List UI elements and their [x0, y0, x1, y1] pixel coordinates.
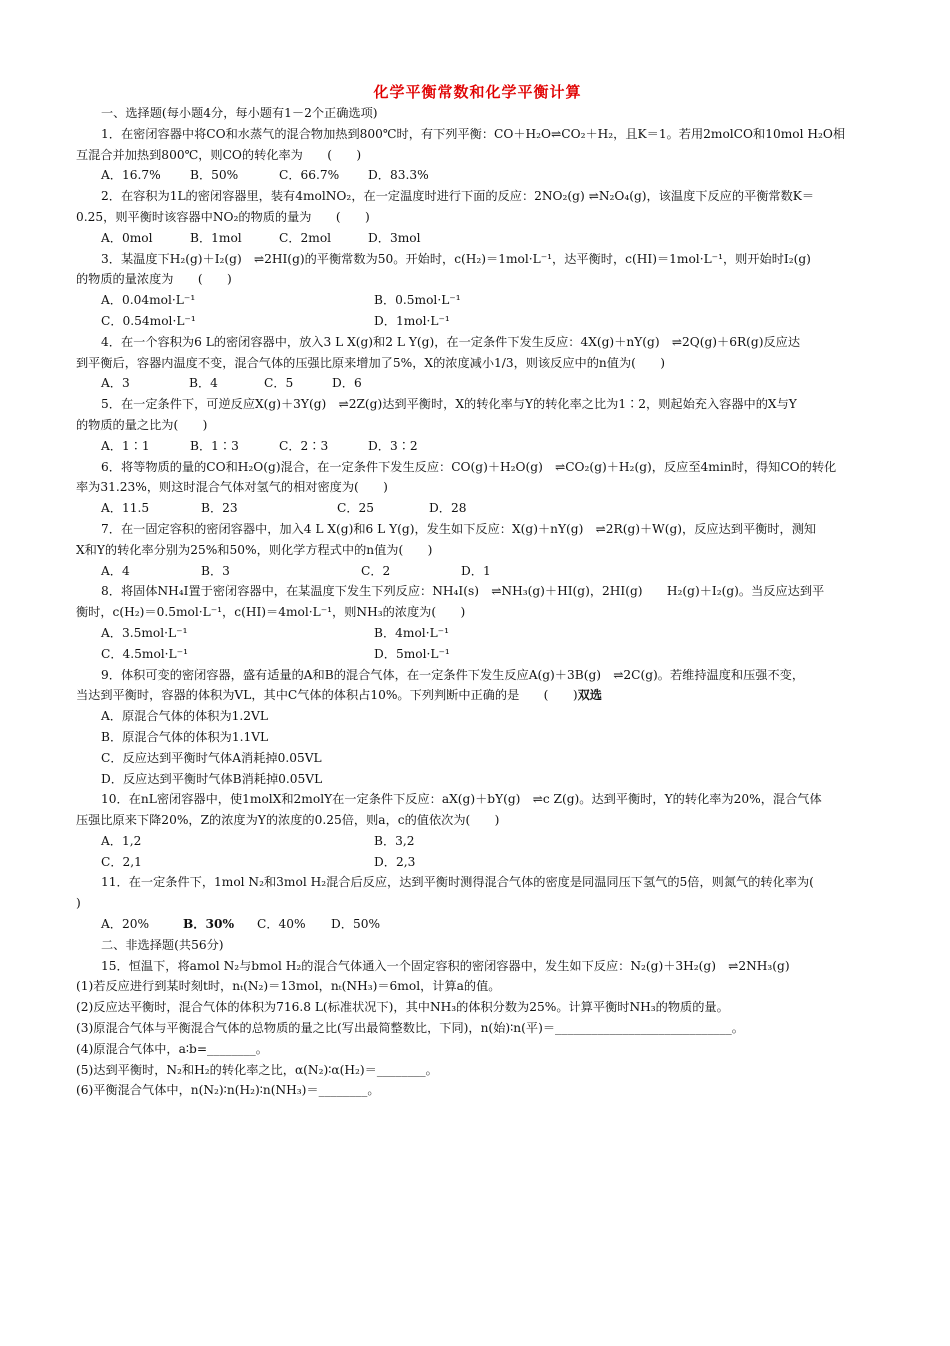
option-b: B．3: [201, 563, 230, 578]
question-6-line-2: 率为31.23%，则这时混合气体对氢气的相对密度为( ): [76, 480, 388, 495]
question-10-line-1: 10．在nL密闭容器中，使1molX和2molY在一定条件下反应：aX(g)＋bY(g) ⇌c Z(g)。达到平衡时，Y的转化率为20%，混合气体: [101, 792, 822, 807]
section-heading-1: 一、选择题(每小题4分，每小题有1－2个正确选项): [101, 106, 378, 120]
document-page: [76, 82, 879, 1101]
question-6-line-1: 6．将等物质的量的CO和H₂O(g)混合，在一定条件下发生反应：CO(g)＋H₂O(g) ⇌CO₂(g)＋H₂(g)，反应至4min时，得知CO的转化: [101, 459, 837, 474]
question-15-sub-1: (1)若反应进行到某时刻t时，nₜ(N₂)＝13mol，nₜ(NH₃)＝6mol，计算a的值。: [76, 979, 501, 994]
option-b: B．4mol·L⁻¹: [374, 625, 449, 640]
question-3-options-ab: [76, 290, 879, 311]
question-9-option-b: B．原混合气体的体积为1.1VL: [101, 729, 269, 744]
double-choice-tag: 双选: [577, 688, 602, 703]
question-3-line-1: 3．某温度下H₂(g)＋I₂(g) ⇌2HI(g)的平衡常数为50。开始时，c(H₂)＝1mol·L⁻¹，达平衡时，c(HI)＝1mol·L⁻¹，则开始时I₂(g): [101, 251, 811, 266]
question-15-sub-4: (4)原混合气体中，a∶b=________。: [76, 1041, 268, 1056]
question-5-options: [76, 436, 879, 457]
option-d: D．1: [461, 563, 491, 578]
question-7-line-1: 7．在一固定容积的密闭容器中，加入4 L X(g)和6 L Y(g)，发生如下反应：X(g)＋nY(g) ⇌2R(g)＋W(g)，反应达到平衡时，测知: [101, 521, 817, 536]
option-a: A．3.5mol·L⁻¹: [101, 625, 188, 640]
question-8-options-cd: [76, 644, 879, 665]
question-11-line-1: 11．在一定条件下，1mol N₂和3mol H₂混合后反应，达到平衡时测得混合气体的密度是同温同压下氢气的5倍，则氮气的转化率为(: [101, 875, 814, 890]
option-c: C．2,1: [101, 854, 142, 869]
option-c: C．0.54mol·L⁻¹: [101, 313, 196, 328]
question-2-line-2: 0.25，则平衡时该容器中NO₂的物质的量为 ( ): [76, 209, 370, 224]
question-7-options: [76, 561, 879, 582]
option-a: A．4: [101, 563, 130, 578]
question-8-line-2: 衡时，c(H₂)＝0.5mol·L⁻¹，c(HI)＝4mol·L⁻¹，则NH₃的浓度为( ): [76, 605, 466, 620]
question-9-option-d: D．反应达到平衡时气体B消耗掉0.05VL: [101, 771, 323, 786]
option-d: D．50%: [331, 917, 381, 932]
option-b: B．3,2: [374, 833, 415, 848]
question-4-options: [76, 373, 879, 394]
question-9-line-1: 9．体积可变的密闭容器，盛有适量的A和B的混合气体，在一定条件下发生反应A(g)＋3B(g) ⇌2C(g)。若维持温度和压强不变，: [101, 667, 805, 682]
option-d: D．3∶2: [368, 438, 418, 453]
question-3-options-cd: [76, 311, 879, 332]
option-a: A．0.04mol·L⁻¹: [101, 293, 196, 308]
question-15-sub-2: (2)反应达平衡时，混合气体的体积为716.8 L(标准状况下)，其中NH₃的体积分数为25%。计算平衡时NH₃的物质的量。: [76, 1000, 729, 1015]
option-d: D．3mol: [368, 230, 421, 245]
question-7-line-2: X和Y的转化率分别为25%和50%，则化学方程式中的n值为( ): [76, 542, 433, 557]
question-15-sub-6: (6)平衡混合气体中，n(N₂)∶n(H₂)∶n(NH₃)＝________。: [76, 1083, 380, 1098]
question-6-options: [76, 498, 879, 519]
option-a: A．1,2: [101, 833, 142, 848]
option-b: B．23: [201, 501, 238, 516]
question-5-line-2: 的物质的量之比为( ): [76, 417, 208, 432]
question-15-sub-3: (3)原混合气体与平衡混合气体的总物质的量之比(写出最简整数比，下同)，n(始)∶n(平)＝_____________________________。: [76, 1021, 744, 1036]
question-2-options: [76, 228, 879, 249]
option-c: C．2∶3: [279, 438, 329, 453]
question-10-options-cd: [76, 852, 879, 873]
option-a: A．3: [101, 376, 130, 391]
question-4-line-2: 到平衡后，容器内温度不变，混合气体的压强比原来增加了5%，X的浓度减小1/3，则该反应中的n值为( ): [76, 355, 666, 370]
question-11-options: [76, 914, 879, 935]
option-c: C．4.5mol·L⁻¹: [101, 646, 188, 661]
question-15-sub-5: (5)达到平衡时，N₂和H₂的转化率之比，α(N₂)∶α(H₂)＝________。: [76, 1062, 438, 1077]
question-15-line-1: 15．恒温下，将amol N₂与bmol H₂的混合气体通入一个固定容积的密闭容器中，发生如下反应：N₂(g)＋3H₂(g) ⇌2NH₃(g): [101, 958, 790, 973]
option-c: C．25: [337, 501, 375, 516]
option-b: B．1mol: [190, 230, 242, 245]
option-d: D．83.3%: [368, 168, 429, 183]
question-11-line-2: ): [76, 896, 81, 911]
option-b: B．50%: [190, 168, 239, 183]
question-5-line-1: 5．在一定条件下，可逆反应X(g)＋3Y(g) ⇌2Z(g)达到平衡时，X的转化率与Y的转化率之比为1∶2，则起始充入容器中的X与Y: [101, 397, 797, 412]
option-b: B．4: [189, 376, 218, 391]
question-4-line-1: 4．在一个容积为6 L的密闭容器中，放入3 L X(g)和2 L Y(g)，在一定条件下发生反应：4X(g)＋nY(g) ⇌2Q(g)＋6R(g)反应达: [101, 334, 801, 349]
option-c: C．66.7%: [279, 168, 340, 183]
question-1-line-1: 1．在密闭容器中将CO和水蒸气的混合物加热到800℃时，有下列平衡：CO＋H₂O⇌CO₂＋H₂，且K＝1。若用2molCO和10mol H₂O相: [101, 126, 846, 141]
option-d: D．28: [429, 501, 467, 516]
question-3-line-2: 的物质的量浓度为 ( ): [76, 272, 232, 287]
question-8-options-ab: [76, 623, 879, 644]
option-d: D．5mol·L⁻¹: [374, 646, 450, 661]
option-a: A．1∶1: [101, 438, 150, 453]
option-b: B．1∶3: [190, 438, 239, 453]
option-d: D．6: [332, 376, 362, 391]
question-9-option-a: A．原混合气体的体积为1.2VL: [101, 709, 268, 724]
option-b: B．30%: [183, 917, 235, 932]
option-c: C．2mol: [279, 230, 332, 245]
question-2-line-1: 2．在容积为1L的密闭容器里，装有4molNO₂，在一定温度时进行下面的反应：2NO₂(g) ⇌N₂O₄(g)，该温度下反应的平衡常数K＝: [101, 189, 815, 204]
option-b: B．0.5mol·L⁻¹: [374, 293, 461, 308]
option-c: C．5: [264, 376, 294, 391]
option-c: C．2: [361, 563, 391, 578]
option-d: D．2,3: [374, 854, 416, 869]
question-9-option-c: C．反应达到平衡时气体A消耗掉0.05VL: [101, 750, 322, 765]
section-heading-2: 二、非选择题(共56分): [101, 937, 224, 952]
question-10-options-ab: [76, 831, 879, 852]
question-1-line-2: 互混合并加热到800℃，则CO的转化率为 ( ): [76, 147, 362, 162]
option-a: A．16.7%: [101, 168, 161, 183]
question-1-options: [76, 165, 879, 186]
document-title: 化学平衡常数和化学平衡计算: [373, 83, 582, 101]
option-a: A．0mol: [101, 230, 153, 245]
option-a: A．11.5: [101, 501, 150, 516]
question-8-line-1: 8．将固体NH₄I置于密闭容器中，在某温度下发生下列反应：NH₄I(s) ⇌NH₃(g)＋HI(g)，2HI(g) H₂(g)＋I₂(g)。当反应达到平: [101, 584, 825, 599]
option-d: D．1mol·L⁻¹: [374, 313, 450, 328]
question-9-line-2: [76, 685, 879, 706]
option-c: C．40%: [257, 917, 306, 932]
question-10-line-2: 压强比原来下降20%，Z的浓度为Y的浓度的0.25倍，则a，c的值依次为( ): [76, 813, 500, 828]
question-9-text: 当达到平衡时，容器的体积为VL，其中C气体的体积占10%。下列判断中正确的是 ( ): [76, 688, 578, 703]
option-a: A．20%: [101, 917, 150, 932]
